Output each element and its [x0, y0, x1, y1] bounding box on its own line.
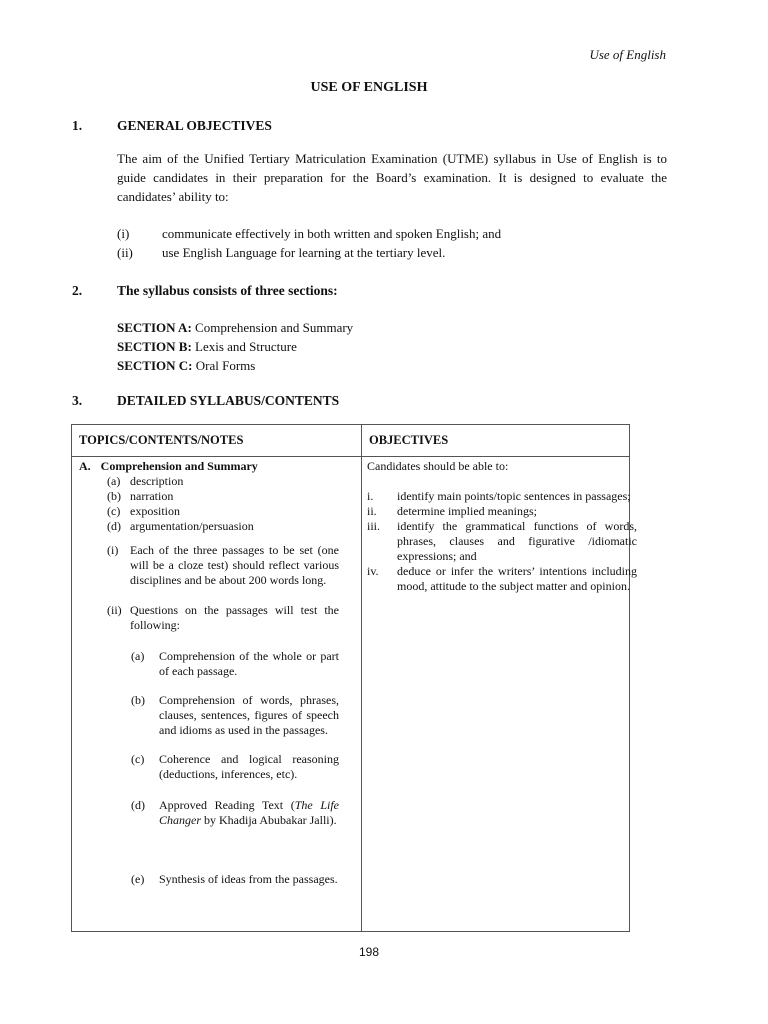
subtopic-text: description — [130, 474, 184, 488]
point-label: (b) — [131, 693, 145, 707]
point-text-part: Approved Reading Text ( — [159, 798, 295, 812]
subtopic-text: argumentation/persuasion — [130, 519, 254, 533]
objective-text: identify main points/topic sentences in passages; — [397, 489, 631, 503]
subtopic-label: (d) — [107, 519, 121, 533]
page-number: 198 — [358, 945, 380, 959]
point-text: Synthesis of ideas from the passages. — [159, 872, 338, 886]
topic-heading-label: A. — [79, 459, 91, 473]
objective-text: identify the grammatical functions of words, phrases, clauses and figurative /idiomatic expressions; and — [397, 519, 637, 563]
objective-text: deduce or infer the writers’ intentions including mood, attitude to the subject matter and opinion. — [397, 564, 637, 593]
topics-cell — [72, 457, 362, 932]
book-title: The Life Changer — [159, 798, 339, 827]
objective-label: iii. — [367, 519, 381, 533]
section-b-line — [117, 339, 297, 355]
point-text: Coherence and logical reasoning (deductions, inferences, etc). — [159, 752, 339, 781]
subtopic-item — [107, 519, 254, 534]
section-2-number: 2. — [72, 283, 83, 298]
section-a-text: Comprehension and Summary — [191, 320, 354, 335]
subtopic-item — [107, 504, 180, 519]
running-header: Use of English — [589, 47, 666, 62]
subtopic-text: narration — [130, 489, 174, 503]
section-c-text: Oral Forms — [192, 358, 256, 373]
subtopic-label: (a) — [107, 474, 121, 488]
page-title: USE OF ENGLISH — [310, 80, 428, 95]
objectives-intro: Candidates should be able to: — [367, 459, 509, 473]
objective-item-label: (i) — [117, 226, 130, 241]
note-i-text: Each of the three passages to be set (one will be a cloze test) should reflect various disciplines and be about 200 words long. — [130, 543, 339, 587]
note-ii-text: Questions on the passages will test the following: — [130, 603, 339, 632]
subtopic-text: exposition — [130, 504, 180, 518]
section-1-heading: GENERAL OBJECTIVES — [117, 118, 272, 133]
point-text: Comprehension of words, phrases, clauses, sentences, figures of speech and idioms as used in the passages. — [159, 693, 339, 737]
note-ii-label: (ii) — [107, 603, 122, 617]
section-c-line — [117, 358, 255, 374]
section-a-line — [117, 320, 353, 336]
point-label: (c) — [131, 752, 145, 766]
point-label: (a) — [131, 649, 145, 663]
section-3-heading: DETAILED SYLLABUS/CONTENTS — [117, 393, 340, 408]
objective-item-label: (ii) — [117, 245, 133, 260]
table-header-row — [72, 425, 630, 457]
point-text: Comprehension of the whole or part of each passage. — [159, 649, 339, 678]
point-text-part: by Khadija Abubakar Jalli). — [201, 813, 337, 827]
syllabus-table — [71, 424, 637, 932]
point-text — [159, 798, 339, 828]
point-label: (e) — [131, 872, 145, 886]
section-c-label: SECTION C: — [117, 358, 193, 373]
note-i-label: (i) — [107, 543, 119, 557]
section-b-label: SECTION B: — [117, 339, 192, 354]
section-b-text: Lexis and Structure — [191, 339, 297, 354]
objective-label: i. — [367, 489, 374, 503]
subtopic-label: (b) — [107, 489, 121, 503]
column-header-topics: TOPICS/CONTENTS/NOTES — [72, 425, 362, 457]
objective-label: iv. — [367, 564, 379, 578]
objective-item-text: use English Language for learning at the tertiary level. — [162, 245, 446, 260]
topic-heading-title: Comprehension and Summary — [100, 459, 258, 473]
table-row — [72, 457, 630, 932]
general-objectives-paragraph: The aim of the Unified Tertiary Matriculation Examination (UTME) syllabus in Use of English is to guide candidates in their preparation for the Board’s examination. It is designed to evaluate the candidates’ ability to: — [117, 151, 667, 204]
section-2-heading: The syllabus consists of three sections: — [117, 283, 338, 298]
section-1-number: 1. — [72, 118, 83, 133]
topic-heading — [79, 459, 258, 474]
objectives-cell — [362, 457, 637, 932]
column-header-objectives: OBJECTIVES — [362, 425, 630, 457]
subtopic-item — [107, 474, 183, 489]
subtopic-label: (c) — [107, 504, 121, 518]
subtopic-item — [107, 489, 173, 504]
objective-item-text: communicate effectively in both written and spoken English; and — [162, 226, 502, 241]
point-label: (d) — [131, 798, 145, 812]
objective-label: ii. — [367, 504, 377, 518]
objective-text: determine implied meanings; — [397, 504, 537, 518]
section-3-number: 3. — [72, 393, 83, 408]
section-a-label: SECTION A: — [117, 320, 192, 335]
